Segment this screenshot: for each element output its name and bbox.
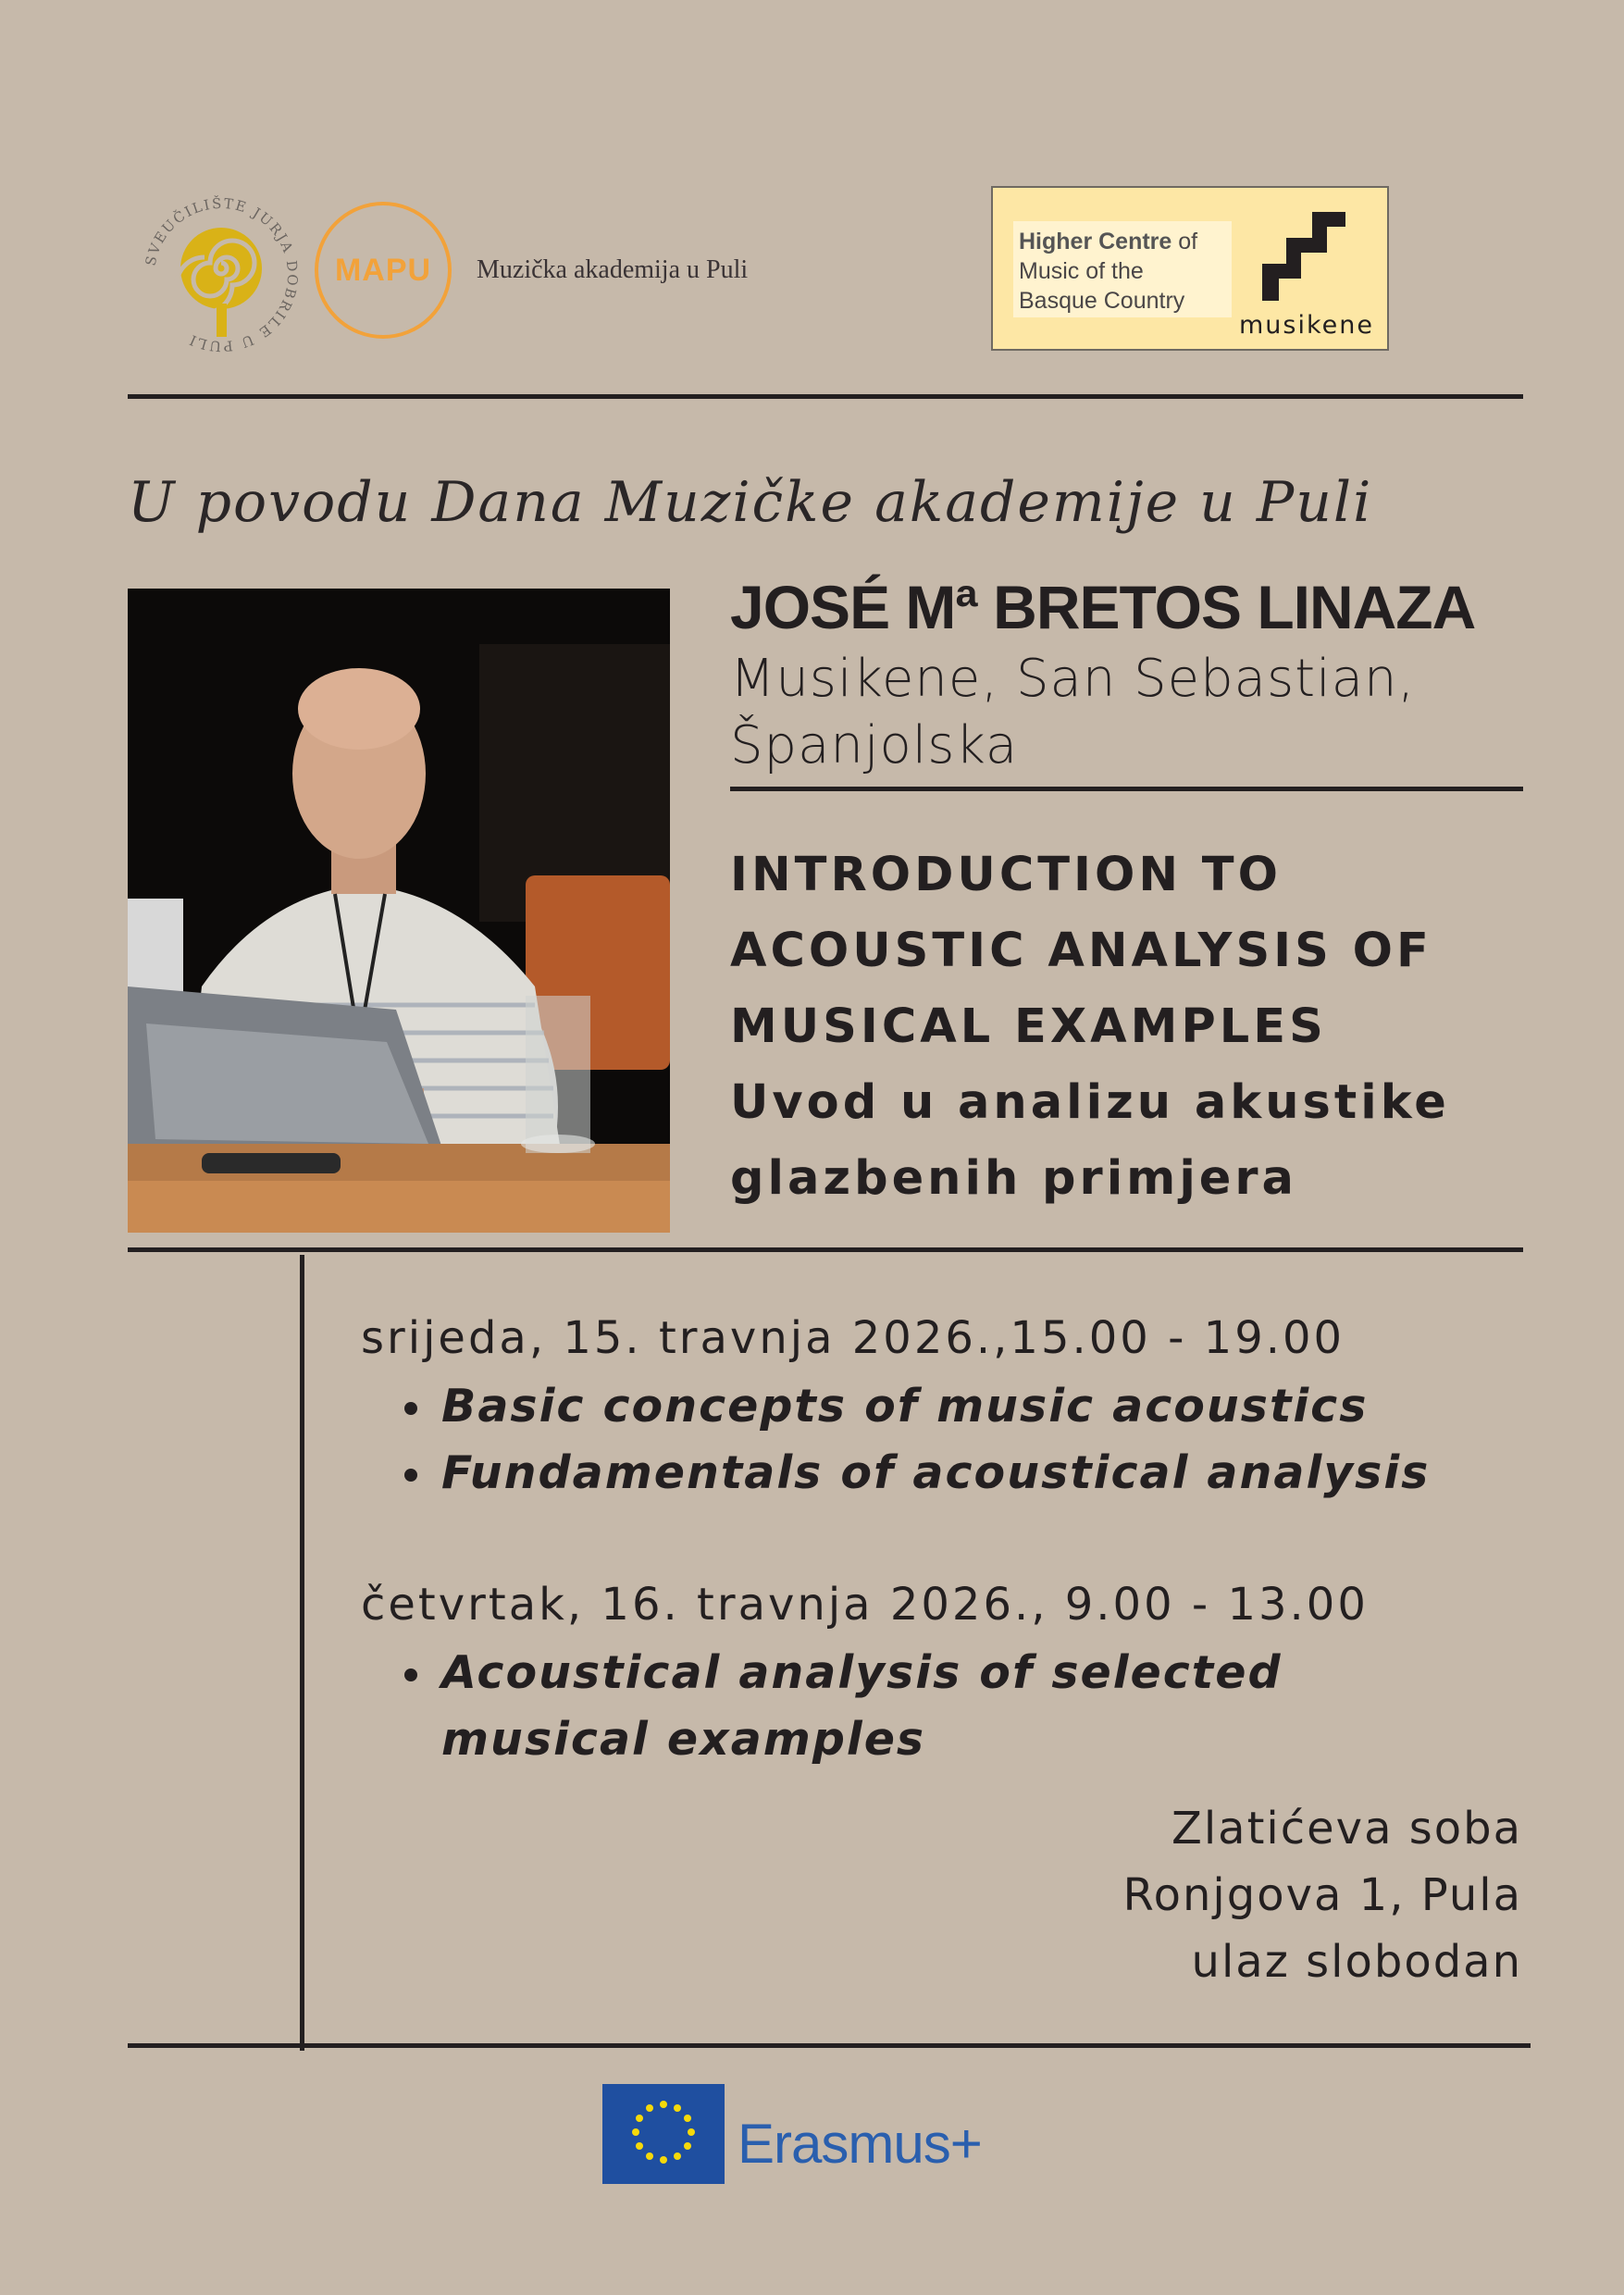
occasion-heading: U povodu Dana Muzičke akademije u Puli — [128, 470, 1373, 535]
venue-address: Ronjgova 1, Pula — [1122, 1869, 1522, 1921]
talk-title-en-line1: INTRODUCTION TO — [730, 848, 1282, 902]
topic-text: Fundamentals of acoustical analysis — [441, 1446, 1431, 1499]
university-seal-logo — [139, 192, 304, 357]
divider-speaker — [730, 787, 1523, 791]
divider-bottom — [128, 2043, 1531, 2048]
topic-text-continued: musical examples — [441, 1713, 926, 1766]
bullet-icon — [404, 1402, 417, 1415]
musikene-line3: Basque Country — [1019, 288, 1185, 314]
list-item — [403, 1373, 1430, 1440]
topic-text: Basic concepts of music acoustics — [441, 1380, 1369, 1433]
list-item — [403, 1640, 1283, 1773]
venue-entry: ulaz slobodan — [1191, 1936, 1522, 1988]
speaker-photo — [128, 589, 670, 1233]
session-2-topics — [403, 1640, 1283, 1773]
bullet-icon — [404, 1669, 417, 1681]
speaker-institution-line1: Musikene, San Sebastian, — [730, 649, 1416, 709]
talk-title-hr-line2: glazbenih primjera — [730, 1151, 1297, 1206]
list-item — [403, 1440, 1430, 1507]
session-2-date: četvrtak, 16. travnja 2026., 9.00 - 13.00 — [361, 1579, 1369, 1631]
talk-title-en-line3: MUSICAL EXAMPLES — [730, 999, 1327, 1054]
musikene-logo-text — [1019, 227, 1197, 316]
vertical-rule — [300, 1255, 304, 2051]
musikene-line2: Music of the — [1019, 258, 1144, 284]
talk-title-hr-line1: Uvod u analizu akustike — [730, 1075, 1450, 1130]
venue-room: Zlatićeva soba — [1171, 1803, 1522, 1855]
session-1-date: srijeda, 15. travnja 2026.,15.00 - 19.00 — [361, 1312, 1345, 1364]
academy-name: Muzička akademija u Puli — [477, 255, 749, 284]
talk-title — [730, 837, 1544, 1217]
svg-text:SVEUČILIŠTE JURJA DOBRILE U PU: SVEUČILIŠTE JURJA DOBRILE U PULI — [142, 194, 302, 355]
divider-middle — [128, 1247, 1523, 1252]
musikene-line1-rest: of — [1172, 229, 1198, 254]
speaker-institution — [730, 646, 1526, 779]
musikene-line1-bold: Higher Centre — [1019, 229, 1172, 254]
musikene-steps-icon — [1262, 212, 1345, 301]
venue-info — [1122, 1795, 1522, 1995]
erasmus-logo-text: Erasmus+ — [738, 2113, 982, 2175]
eu-flag-icon — [602, 2084, 725, 2184]
musikene-logo — [991, 186, 1389, 351]
divider-top — [128, 394, 1523, 399]
session-1-topics — [403, 1373, 1430, 1507]
talk-title-en-line2: ACOUSTIC ANALYSIS OF — [730, 924, 1432, 978]
speaker-name: JOSÉ Mª BRETOS LINAZA — [730, 573, 1476, 641]
musikene-brand: musikene — [1239, 311, 1374, 340]
bullet-icon — [404, 1469, 417, 1482]
topic-text: Acoustical analysis of selected — [441, 1646, 1283, 1699]
mapu-logo-text: MAPU — [334, 252, 432, 288]
mapu-logo — [315, 202, 452, 339]
speaker-institution-line2: Španjolska — [730, 715, 1019, 775]
